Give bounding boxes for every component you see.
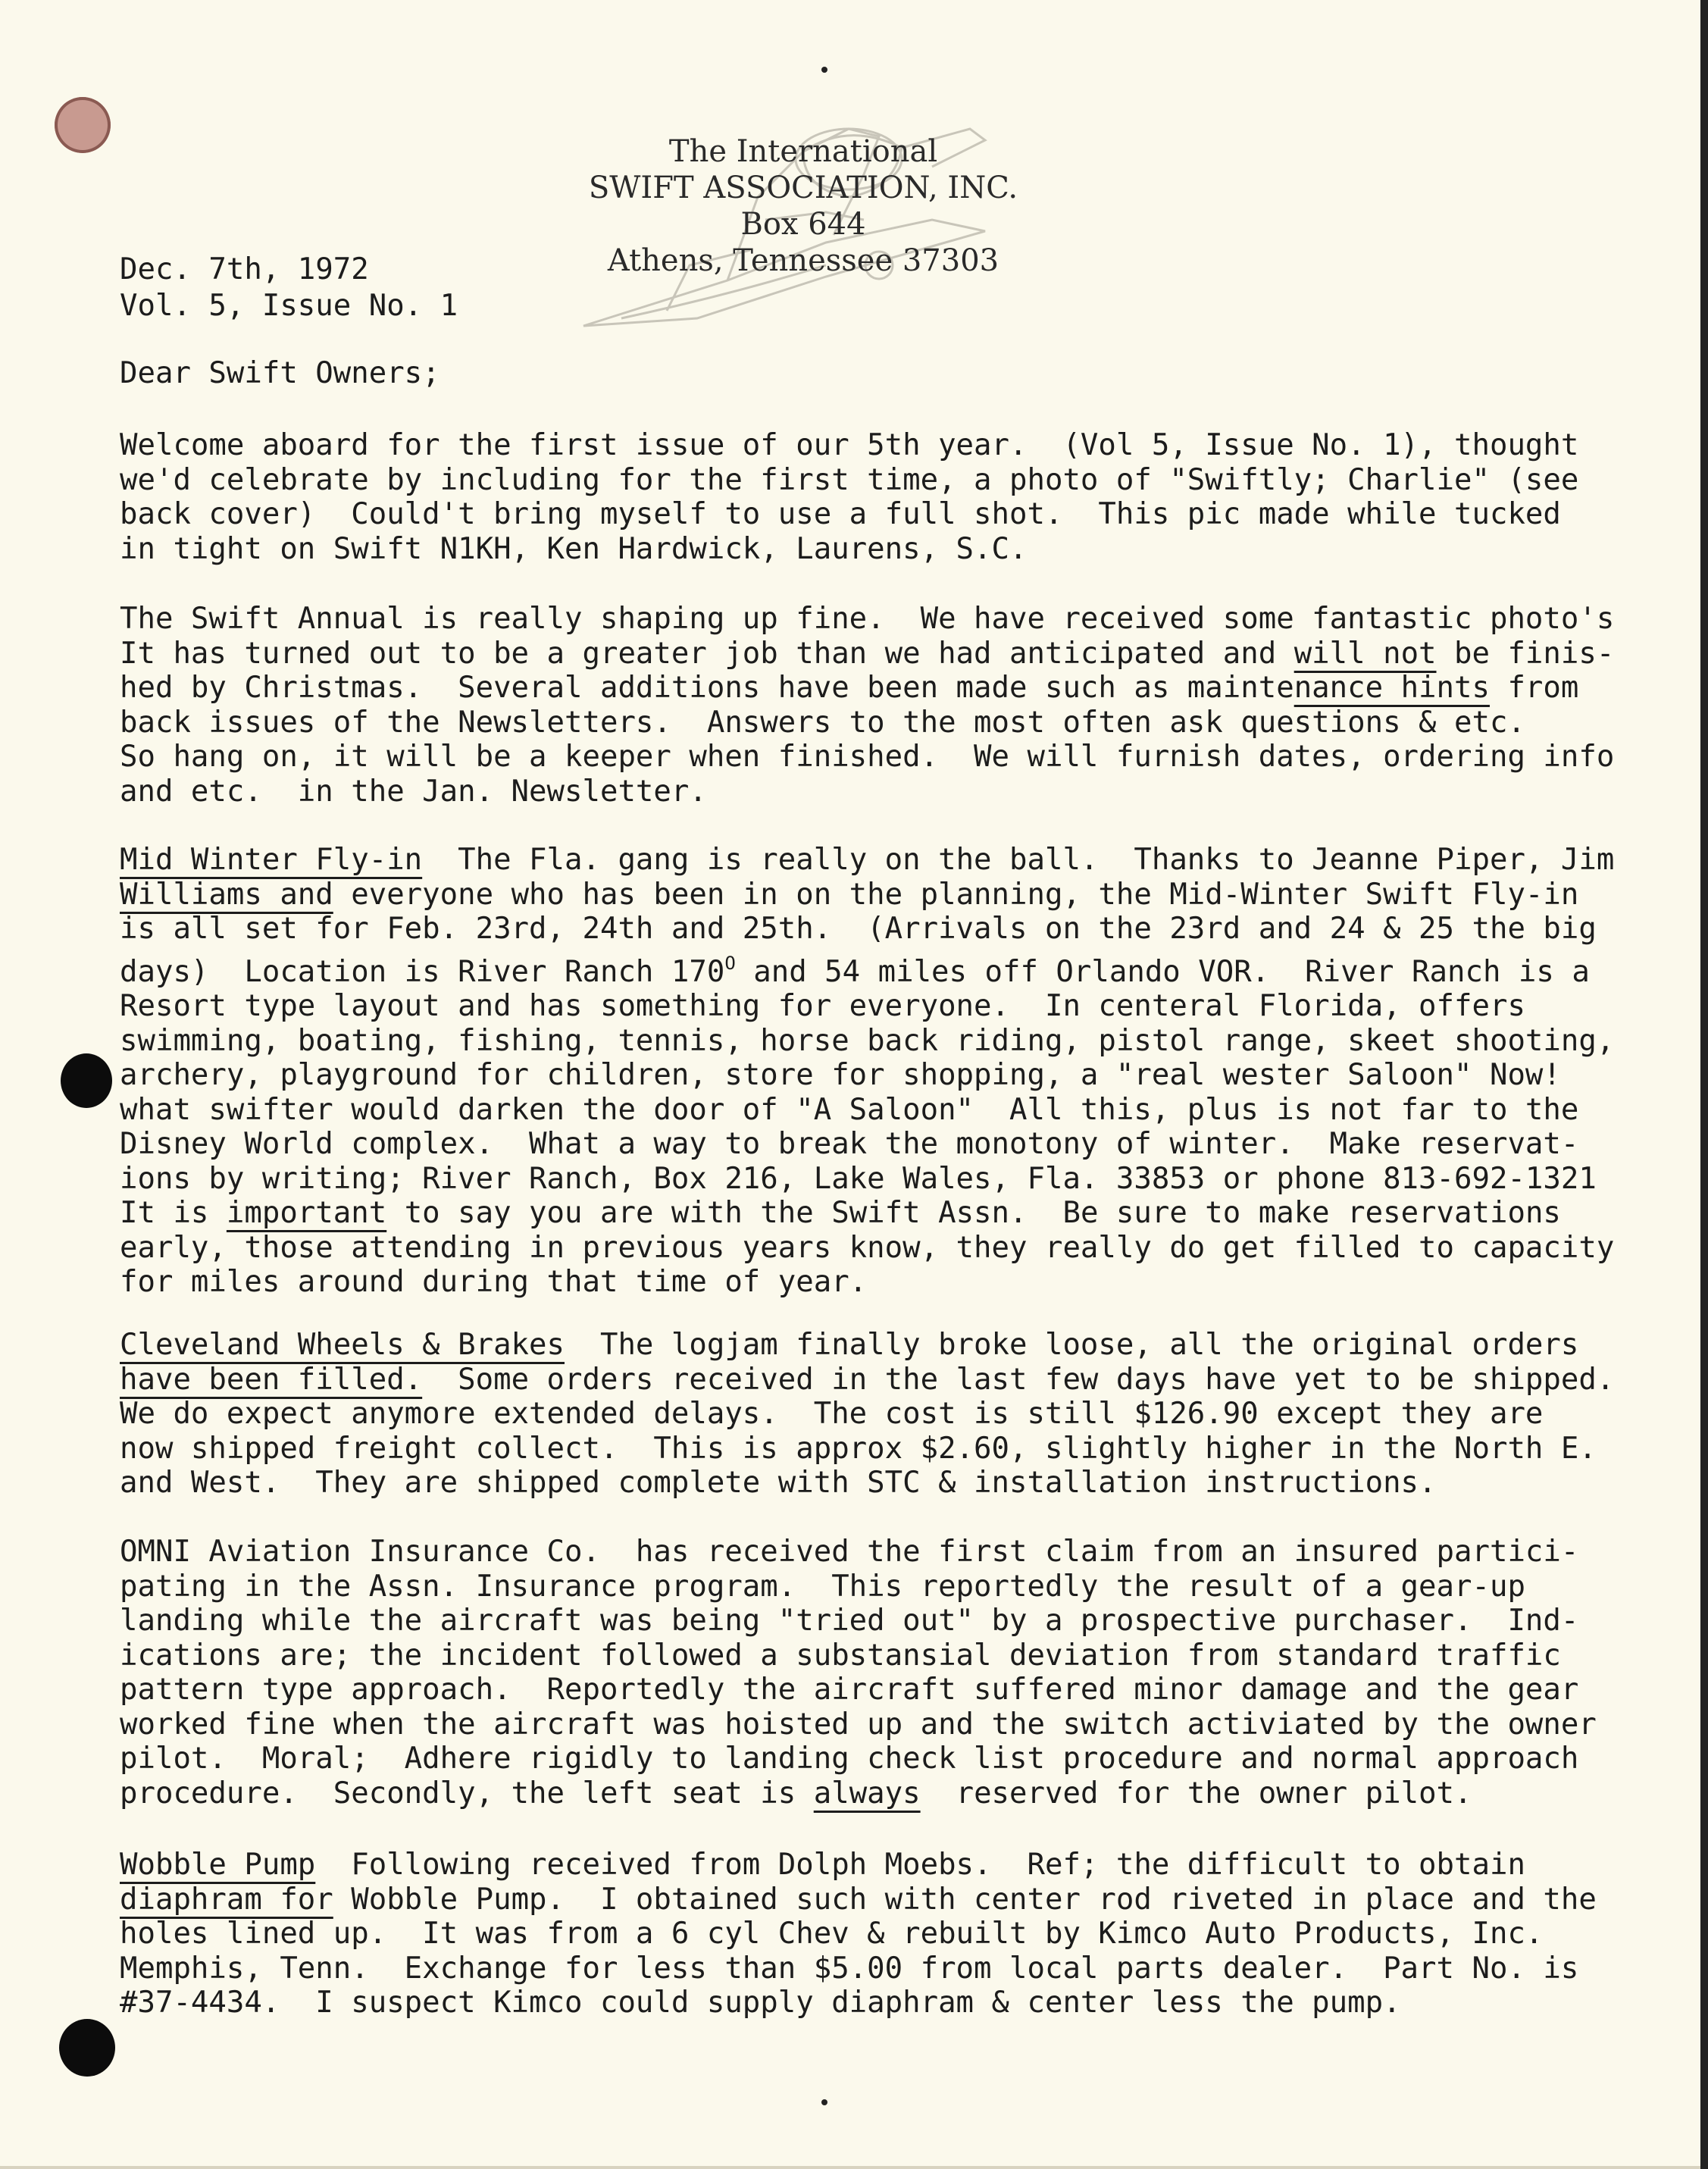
text-line xyxy=(120,1328,1597,1363)
paragraph-wobble-pump xyxy=(120,1848,1597,2020)
text-span: The Fla. gang is really on the ball. Thanks to Jeanne Piper, Jim xyxy=(422,843,1615,877)
letterhead xyxy=(568,133,1038,279)
text-line: back cover) Could't bring myself to use a full shot. This pic made while tucked xyxy=(120,497,1561,531)
letterhead-line-2: SWIFT ASSOCIATION, INC. xyxy=(588,171,1018,205)
letterhead-line-3: Box 644 xyxy=(740,207,866,242)
text-line xyxy=(120,1776,1597,1811)
paragraph-swift-annual xyxy=(120,602,1615,809)
text-line: early, those attending in previous years know, they really do get filled to capacity xyxy=(120,1230,1615,1265)
text-span: Following received from Dolph Moebs. Ref; the difficult to obtain xyxy=(315,1848,1525,1882)
text-line xyxy=(120,1196,1597,1231)
section-heading-wobble-pump: Wobble Pump xyxy=(120,1848,316,1882)
text-span: from xyxy=(1489,671,1579,705)
text-line xyxy=(120,671,1597,706)
text-line: Resort type layout and has something for everyone. In centeral Florida, offers xyxy=(120,989,1525,1023)
text-line: The Swift Annual is really shaping up fine. We have received some fantastic photo's xyxy=(120,602,1615,636)
text-line: ions by writing; River Ranch, Box 216, Lake Wales, Fla. 33853 or phone 813-692-1321 xyxy=(120,1161,1597,1196)
salutation xyxy=(120,356,1597,391)
text-line: pilot. Moral; Adhere rigidly to landing check list procedure and normal approach xyxy=(120,1742,1579,1776)
text-line: We do expect anymore extended delays. The cost is still $126.90 except they are xyxy=(120,1397,1544,1431)
text-line: in tight on Swift N1KH, Ken Hardwick, Laurens, S.C. xyxy=(120,531,1028,566)
date-block xyxy=(120,252,458,324)
text-span: reserved for the owner pilot. xyxy=(920,1776,1472,1811)
text-line: we'd celebrate by including for the first time, a photo of "Swiftly; Charlie" (see xyxy=(120,462,1579,497)
text-line xyxy=(120,1883,1597,1917)
text-line: now shipped freight collect. This is approx $2.60, slightly higher in the North E. xyxy=(120,1431,1597,1466)
page-edge-shadow xyxy=(1700,0,1708,2169)
text-line: Disney World complex. What a way to break the monotony of winter. Make reservat- xyxy=(120,1127,1579,1161)
text-line xyxy=(120,878,1597,912)
text-span: everyone who has been in on the planning, the Mid-Winter Swift Fly-in xyxy=(333,877,1579,912)
text-span: hed by Christmas. Several additions have been made such as mainte xyxy=(120,671,1294,705)
text-line xyxy=(120,947,1597,990)
speck-top xyxy=(821,67,827,73)
text-span: be finis- xyxy=(1436,636,1615,671)
text-line: is all set for Feb. 23rd, 24th and 25th. (Arrivals on the 23rd and 24 & 25 the big xyxy=(120,912,1597,946)
text-span: Some orders received in the last few days have yet to be shipped. xyxy=(422,1362,1615,1397)
underlined-text: will not xyxy=(1294,636,1437,671)
paragraph-cleveland-wheels xyxy=(120,1328,1615,1501)
paragraph-welcome xyxy=(120,428,1597,566)
text-line xyxy=(120,636,1615,671)
text-line: #37-4434. I suspect Kimco could supply diaphram & center less the pump. xyxy=(120,1986,1401,2020)
text-line: back issues of the Newsletters. Answers to the most often ask questions & etc. xyxy=(120,705,1525,740)
text-line: for miles around during that time of year. xyxy=(120,1265,868,1299)
underlined-text: have been filled. xyxy=(120,1362,423,1397)
text-span: It is xyxy=(120,1196,227,1230)
text-line xyxy=(120,843,1615,878)
text-line: Memphis, Tenn. Exchange for less than $5.00 from local parts dealer. Part No. is xyxy=(120,1951,1579,1986)
underlined-text: important xyxy=(226,1196,387,1230)
punch-hole-top xyxy=(55,97,111,153)
text-span: procedure. Secondly, the left seat is xyxy=(120,1776,814,1811)
salutation-text: Dear Swift Owners; xyxy=(120,356,440,390)
degree-superscript: O xyxy=(724,952,736,974)
text-line: and etc. in the Jan. Newsletter. xyxy=(120,774,707,809)
text-line xyxy=(120,1362,1615,1397)
text-span: Wobble Pump. I obtained such with center rod riveted in place and the xyxy=(333,1882,1597,1917)
text-line: So hang on, it will be a keeper when finished. We will furnish dates, ordering info xyxy=(120,740,1615,774)
text-line: archery, playground for children, store for shopping, a "real wester Saloon" Now! xyxy=(120,1058,1561,1092)
text-span: It has turned out to be a greater job than we had anticipated and xyxy=(120,636,1294,671)
text-line: and West. They are shipped complete with STC & installation instructions. xyxy=(120,1466,1437,1500)
text-line: landing while the aircraft was being "tried out" by a prospective purchaser. Ind- xyxy=(120,1604,1579,1638)
speck-bottom xyxy=(821,2099,827,2105)
text-span: days) Location is River Ranch 170 xyxy=(120,954,725,989)
punch-hole-bottom xyxy=(59,2019,115,2077)
underlined-text: diaphram for xyxy=(120,1882,333,1917)
paragraph-mid-winter-fly-in xyxy=(120,843,1615,1300)
section-heading-cleveland: Cleveland Wheels & Brakes xyxy=(120,1328,565,1362)
underlined-text: always xyxy=(813,1776,921,1811)
section-heading-fly-in: Mid Winter Fly-in xyxy=(120,843,423,877)
underlined-text: Williams and xyxy=(120,877,333,912)
issue-date: Dec. 7th, 1972 xyxy=(120,252,369,286)
text-line: ications are; the incident followed a substansial deviation from standard traffic xyxy=(120,1638,1561,1673)
text-line: what swifter would darken the door of "A Saloon" All this, plus is not far to the xyxy=(120,1092,1579,1127)
text-span: and 54 miles off Orlando VOR. River Ranch is a xyxy=(735,954,1590,989)
text-line: Welcome aboard for the first issue of our 5th year. (Vol 5, Issue No. 1), thought xyxy=(120,428,1579,462)
text-line: holes lined up. It was from a 6 cyl Chev & rebuilt by Kimco Auto Products, Inc. xyxy=(120,1917,1544,1951)
text-span: to say you are with the Swift Assn. Be sure to make reservations xyxy=(386,1196,1561,1230)
issue-volume: Vol. 5, Issue No. 1 xyxy=(120,289,458,323)
letterhead-line-4: Athens, Tennessee 37303 xyxy=(607,243,999,278)
letterhead-line-1: The International xyxy=(668,134,938,169)
text-line: OMNI Aviation Insurance Co. has received the first claim from an insured partici- xyxy=(120,1535,1579,1569)
text-line xyxy=(120,1848,1597,1883)
text-line: worked fine when the aircraft was hoisted up and the switch activiated by the owner xyxy=(120,1707,1597,1742)
punch-hole-middle xyxy=(61,1053,112,1108)
text-line: pating in the Assn. Insurance program. This reportedly the result of a gear-up xyxy=(120,1569,1525,1604)
text-span: The logjam finally broke loose, all the original orders xyxy=(565,1328,1579,1362)
text-line: pattern type approach. Reportedly the aircraft suffered minor damage and the gear xyxy=(120,1673,1579,1707)
underlined-text: nance hints xyxy=(1294,671,1490,705)
text-line: swimming, boating, fishing, tennis, horse back riding, pistol range, skeet shooting, xyxy=(120,1023,1615,1058)
paragraph-omni-insurance xyxy=(120,1535,1597,1811)
